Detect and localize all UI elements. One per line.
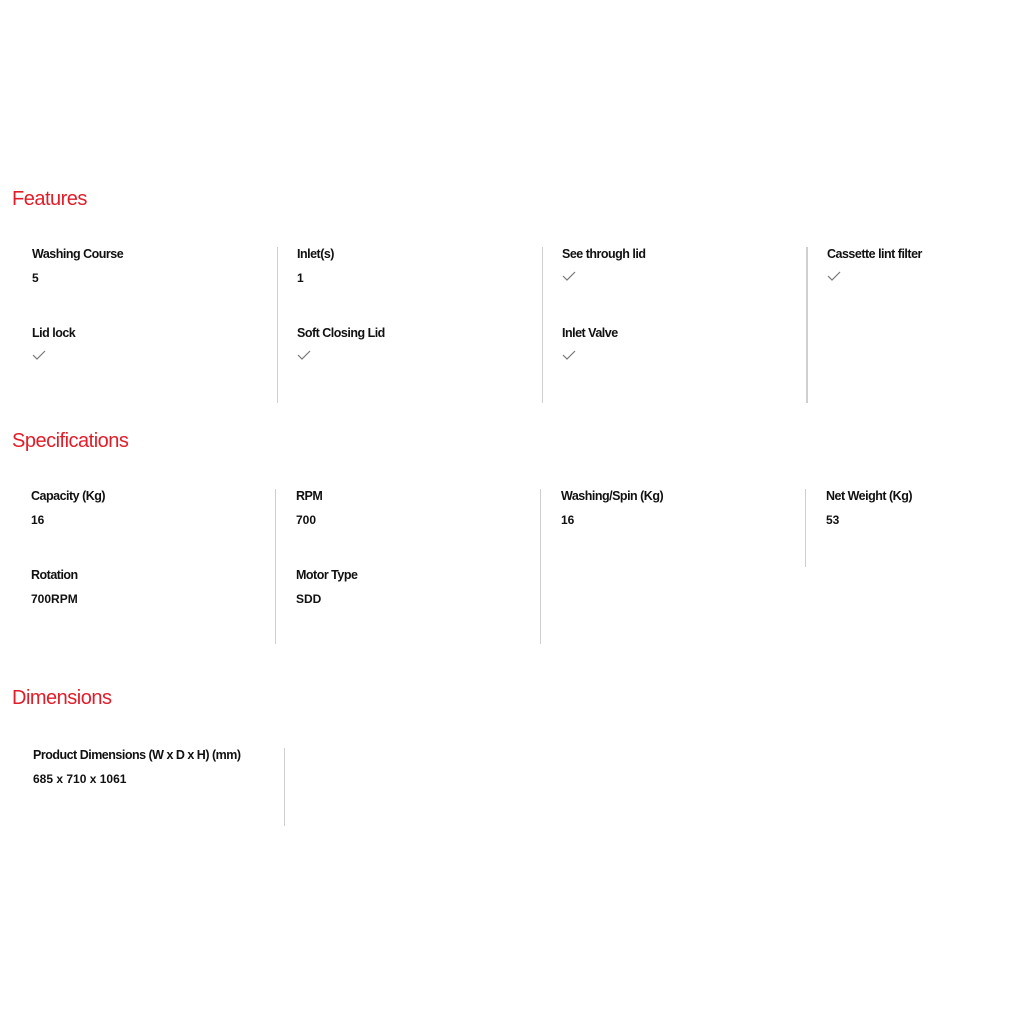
feature-label: Inlet Valve — [562, 326, 618, 340]
specs-column-4 — [826, 489, 1016, 567]
spec-label: Net Weight (Kg) — [826, 489, 913, 503]
spec-value: SDD — [296, 592, 322, 606]
check-icon — [297, 350, 311, 360]
specifications-title: Specifications — [12, 430, 129, 452]
spec-net-weight — [826, 489, 912, 527]
spec-washing-spin — [561, 489, 663, 527]
feature-inlet-valve — [562, 326, 618, 360]
feature-label: Soft Closing Lid — [297, 326, 385, 340]
features-column-1 — [32, 247, 278, 403]
check-icon — [827, 271, 841, 281]
feature-soft-closing-lid — [297, 326, 385, 360]
column-divider — [806, 247, 807, 403]
feature-value: 5 — [32, 271, 39, 285]
feature-washing-course — [32, 247, 123, 285]
dimension-value: 685 x 710 x 1061 — [33, 772, 127, 786]
spec-label: RPM — [296, 489, 323, 503]
specs-column-1 — [31, 489, 276, 644]
specs-column-2 — [296, 489, 541, 644]
features-column-2 — [297, 247, 543, 403]
spec-label: Motor Type — [296, 568, 358, 582]
features-title: Features — [12, 188, 87, 210]
check-icon — [32, 350, 46, 360]
spec-value: 700RPM — [31, 592, 78, 606]
features-column-3 — [562, 247, 808, 403]
feature-value: 1 — [297, 271, 304, 285]
spec-label: Washing/Spin (Kg) — [561, 489, 664, 503]
dimensions-column-1 — [33, 748, 285, 826]
dimension-label: Product Dimensions (W x D x H) (mm) — [33, 748, 241, 762]
check-icon — [562, 350, 576, 360]
spec-motor-type — [296, 568, 357, 606]
feature-lid-lock — [32, 326, 75, 360]
dimensions-title: Dimensions — [12, 687, 112, 709]
dimension-product — [33, 748, 241, 786]
features-column-4 — [827, 247, 1017, 403]
spec-capacity — [31, 489, 105, 527]
feature-cassette-lint-filter — [827, 247, 922, 281]
spec-rotation — [31, 568, 78, 606]
spec-value: 16 — [561, 513, 575, 527]
specs-column-3 — [561, 489, 806, 567]
feature-label: Cassette lint filter — [827, 247, 922, 261]
column-divider — [805, 489, 806, 567]
feature-label: Inlet(s) — [297, 247, 334, 261]
spec-value: 16 — [31, 513, 45, 527]
feature-see-through-lid — [562, 247, 645, 281]
check-icon — [562, 271, 576, 281]
spec-value: 700 — [296, 513, 317, 527]
spec-label: Capacity (Kg) — [31, 489, 106, 503]
feature-label: See through lid — [562, 247, 646, 261]
spec-rpm — [296, 489, 322, 527]
spec-value: 53 — [826, 513, 840, 527]
feature-label: Washing Course — [32, 247, 124, 261]
spec-label: Rotation — [31, 568, 78, 582]
feature-inlets — [297, 247, 334, 285]
feature-label: Lid lock — [32, 326, 76, 340]
